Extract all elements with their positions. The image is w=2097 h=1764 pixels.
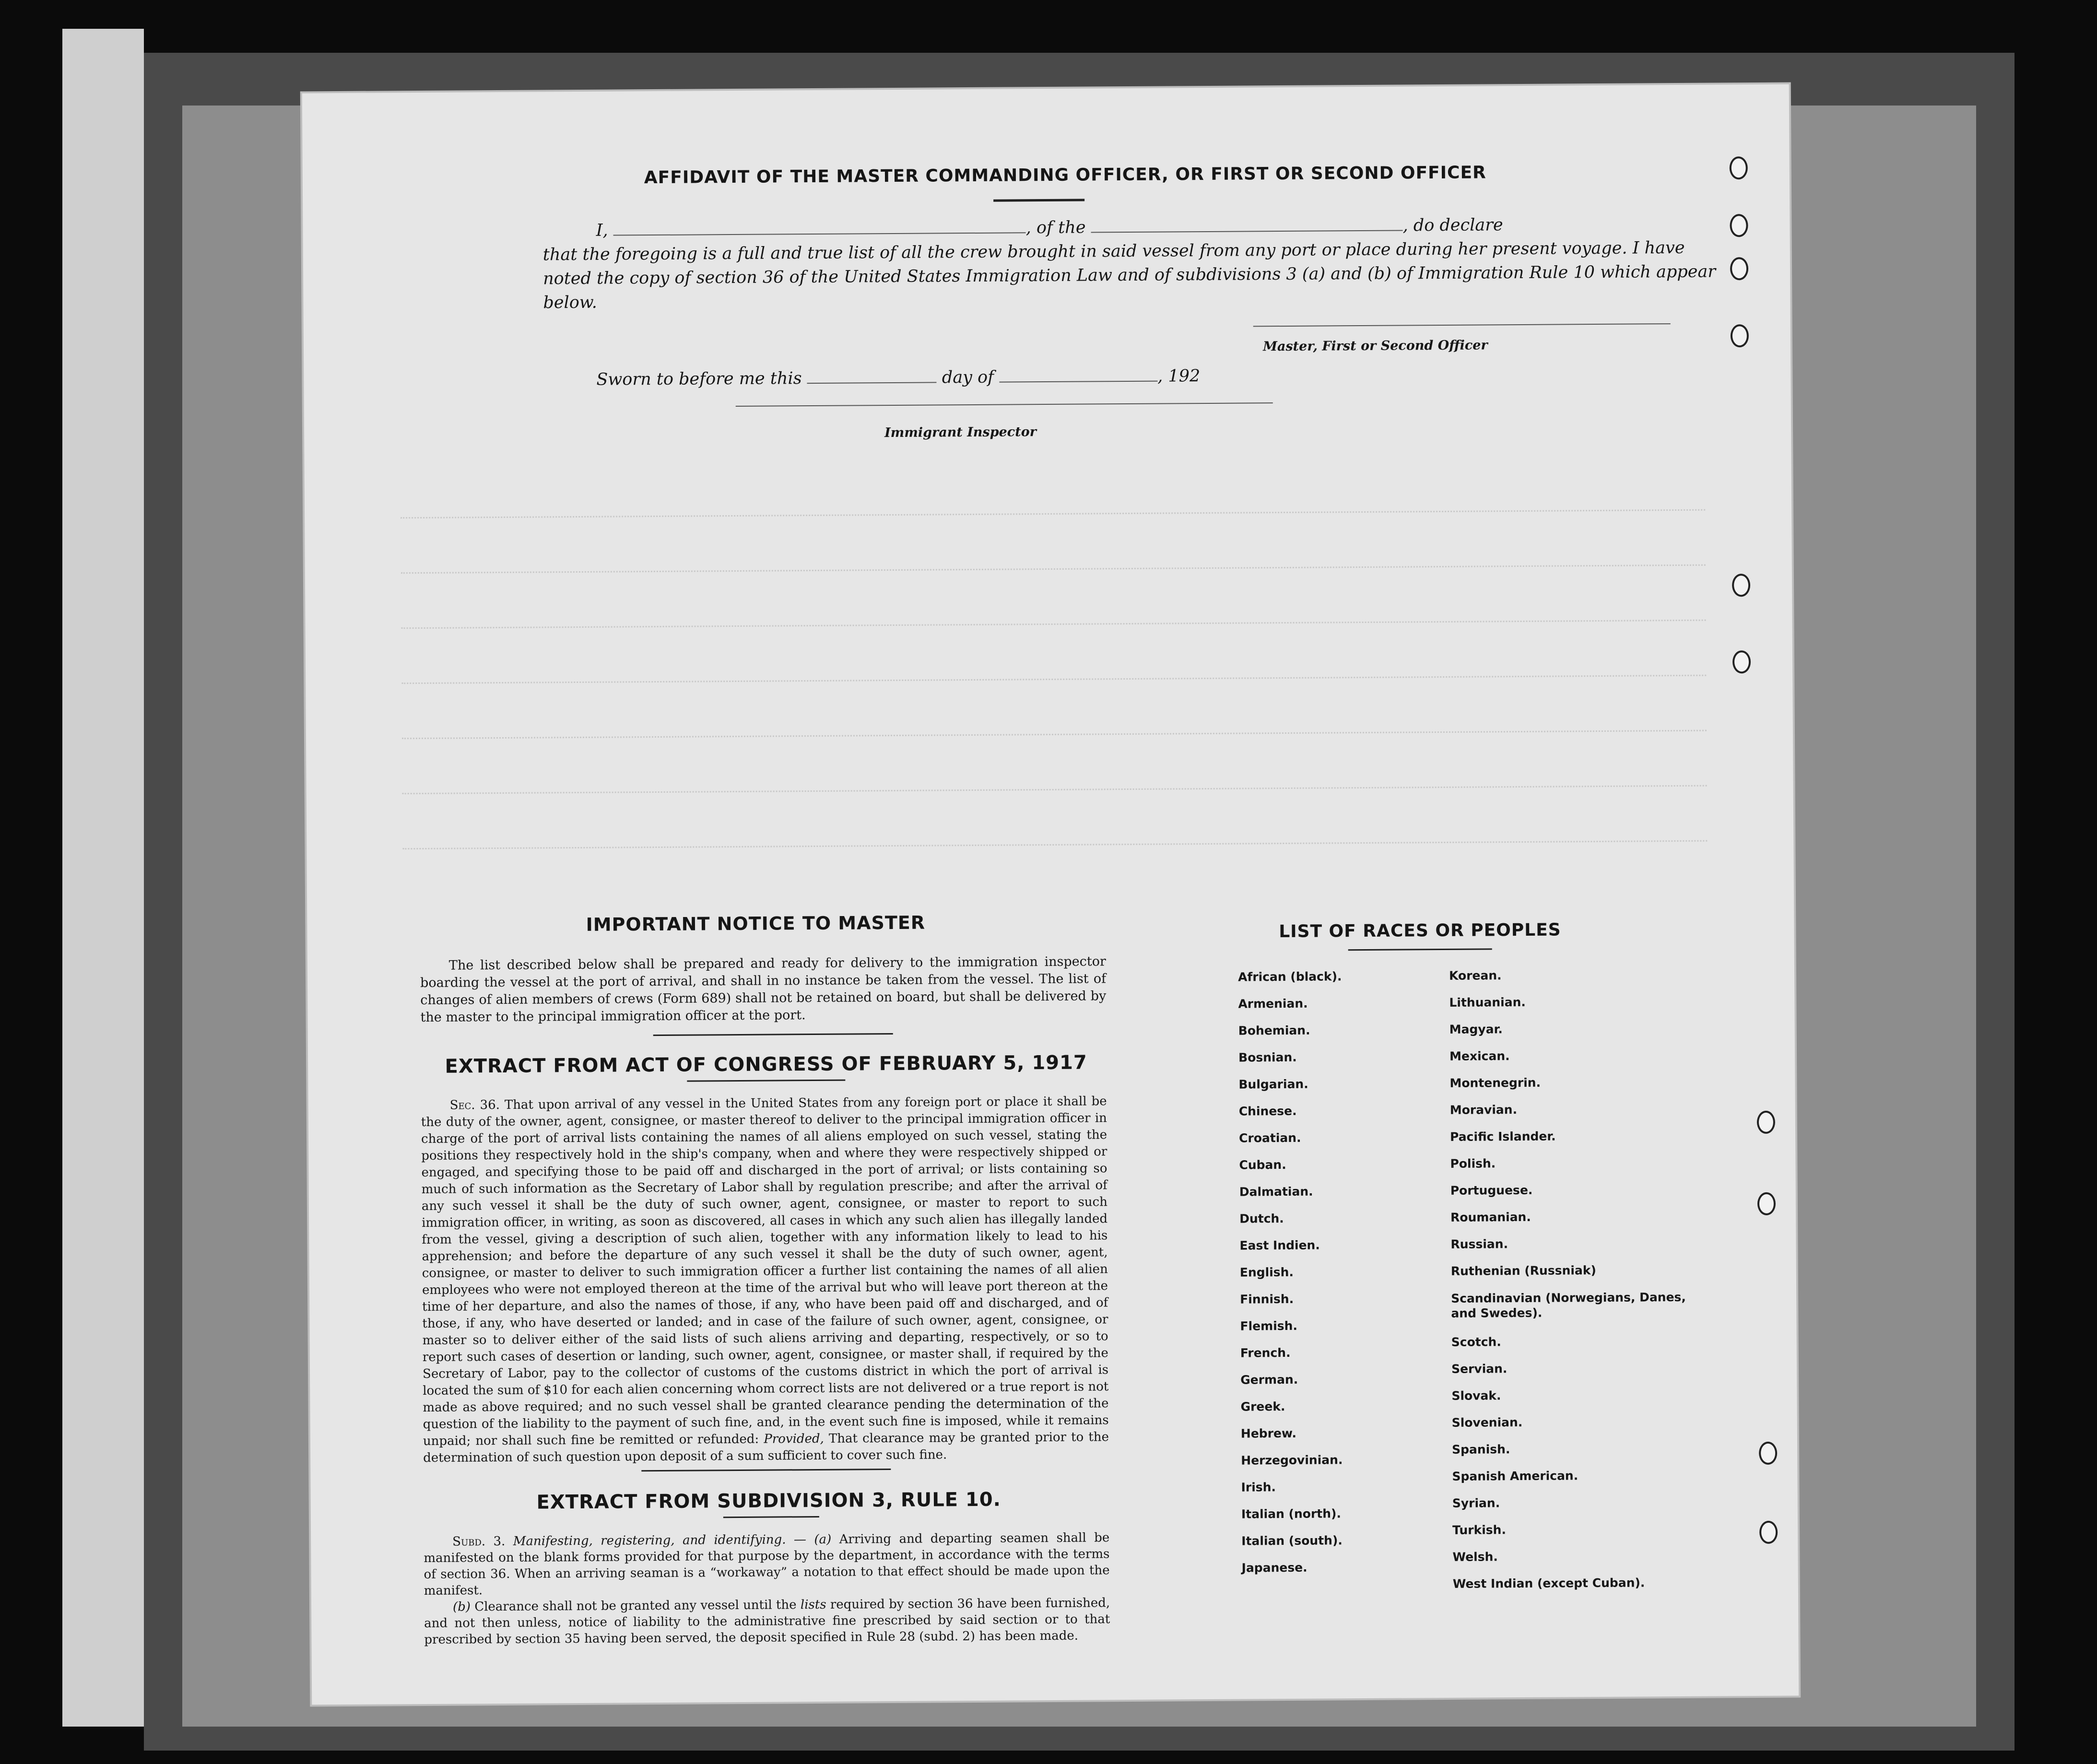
i-label: I,	[596, 221, 608, 240]
binder-hole-icon	[1732, 650, 1751, 673]
race-item: Mexican.	[1449, 1049, 1510, 1063]
sworn-month-field[interactable]	[999, 366, 1157, 383]
binder-hole-icon	[1757, 1192, 1776, 1215]
race-item: Welsh.	[1452, 1550, 1498, 1564]
race-item: Armenian.	[1238, 996, 1308, 1011]
race-item: Bulgarian.	[1238, 1077, 1308, 1092]
sworn-label: Sworn to before me this	[596, 369, 802, 389]
act-extract-title: EXTRACT FROM ACT OF CONGRESS OF FEBRUARY 5, 1917	[445, 1051, 1087, 1078]
clause-a-label: — (a)	[793, 1532, 832, 1547]
binder-hole-icon	[1730, 156, 1748, 179]
race-item: Ruthenian (Russniak)	[1450, 1263, 1596, 1278]
section-36-divider	[641, 1469, 891, 1471]
notice-title: IMPORTANT NOTICE TO MASTER	[586, 912, 926, 935]
subd-label: Subd. 3.	[452, 1534, 506, 1549]
race-item: Scotch.	[1451, 1335, 1501, 1349]
race-item: Roumanian.	[1450, 1210, 1531, 1224]
provided-label: Provided,	[764, 1431, 824, 1446]
race-item: East Indien.	[1239, 1238, 1320, 1253]
race-item: Spanish American.	[1452, 1469, 1579, 1483]
of-the-label: , of the	[1025, 218, 1086, 238]
clause-b-lists: lists	[800, 1597, 826, 1612]
bleed-through-row	[402, 730, 1707, 740]
race-item: West Indian (except Cuban).	[1452, 1576, 1645, 1591]
race-item: Japanese.	[1241, 1560, 1308, 1575]
race-item: Slovenian.	[1451, 1415, 1523, 1430]
affidavit-declaration: that the foregoing is a full and true list of all the crew brought in said vessel from any port or place during her present voyage. I have noted the copy of section 36 of the United States Immigration Law and of subdivisions 3 (a) and (b) of Immigration Rule 10 which appear below.	[542, 238, 1716, 313]
race-item: Herzegovinian.	[1241, 1453, 1343, 1468]
subdivision-3-text	[424, 1529, 1110, 1648]
year-prefix: , 192	[1157, 366, 1201, 386]
race-item: Korean.	[1449, 968, 1502, 983]
race-item: Irish.	[1241, 1480, 1276, 1494]
race-item: German.	[1240, 1372, 1298, 1387]
binder-hole-icon	[1731, 324, 1749, 347]
clause-b-text-2: required by section 36 have been furnished, and not then unless, notice of liability to the administrative fine prescribed by said section or to that prescribed by section 35 having been served, the deposit specified in Rule 28 (subd. 2) has been made.	[424, 1596, 1110, 1647]
race-item: Greek.	[1240, 1399, 1285, 1414]
race-item: Cuban.	[1239, 1158, 1286, 1172]
race-item: Russian.	[1450, 1237, 1508, 1251]
race-item: Flemish.	[1240, 1318, 1297, 1333]
race-item: Dalmatian.	[1239, 1184, 1313, 1199]
subd-heading: Manifesting, registering, and identifying.	[513, 1532, 786, 1549]
binder-hole-icon	[1730, 214, 1748, 237]
act-extract-divider	[687, 1080, 845, 1082]
race-item: Portuguese.	[1450, 1183, 1533, 1198]
section-36-body: That upon arrival of any vessel in the United States from any foreign port or place it shall be the duty of the owner, agent, consignee, or master thereof to deliver to the principal immigration officer in charge of the port of arrival lists containing the names of all aliens employed on such vessel, stating the positions they respectively hold in the ship's company, when and where they were respectively shipped or engaged, and specifying those to be paid off and discharged in the port of arrival; or lists containing so much of such information as the Secretary of Labor shall by regulation prescribe; and after the arrival of any such vessel it shall be the duty of such owner, agent, consignee, or master to report to such immigration officer, in writing, as soon as discovered, all cases in which any such alien has illegally landed from the vessel, giving a description of such alien, together with any information likely to lead to his apprehension; and before the departure of any such vessel it shall be the duty of such owner, agent, consignee, or master to deliver to such immigration officer a further list containing the names of all alien employees who were not employed thereon at the time of the arrival but who will leave port thereon at the time of her departure, and also the names of those, if any, who have been paid off and discharged, and of those, if any, who have deserted or landed; and in case of the failure of such owner, agent, consignee, or master so to deliver either of the said lists of such aliens arriving and departing, respectively, or so to report such cases of desertion or landing, such owner, agent, consignee, or master shall, if required by the Secretary of Labor, pay to the collector of customs of the customs district in which the port of arrival is located the sum of $10 for each alien concerning whom correct lists are not delivered or a true report is not made as above required; and no such vessel shall be granted clearance pending the determination of the question of the liability to the payment of such fine, and, in the event such fine is imposed, while it remains unpaid; nor shall such fine be remitted or refunded:	[421, 1094, 1109, 1449]
race-item: Servian.	[1451, 1362, 1508, 1376]
race-item: Moravian.	[1449, 1103, 1518, 1117]
race-item: French.	[1240, 1345, 1291, 1360]
document-page	[302, 84, 1799, 1705]
title-divider	[993, 199, 1084, 202]
race-item: Syrian.	[1452, 1496, 1500, 1510]
officer-name-field[interactable]	[613, 218, 1026, 235]
rule-extract-divider	[723, 1516, 819, 1518]
race-item: Spanish.	[1451, 1442, 1510, 1457]
day-of-label: day of	[942, 367, 994, 388]
bleed-through-row	[401, 564, 1706, 574]
race-item: Montenegrin.	[1449, 1075, 1541, 1090]
bleed-through-row	[402, 840, 1707, 850]
affidavit-title: AFFIDAVIT OF THE MASTER COMMANDING OFFICER, OR FIRST OR SECOND OFFICER	[644, 163, 1486, 188]
clause-b-label: (b)	[452, 1599, 471, 1614]
notice-divider	[653, 1033, 893, 1036]
backdrop-paper-strip	[62, 29, 144, 1727]
race-item: English.	[1239, 1265, 1294, 1280]
vessel-name-field[interactable]	[1091, 215, 1402, 233]
race-item: African (black).	[1237, 969, 1342, 984]
race-item: Bohemian.	[1238, 1023, 1310, 1038]
clause-a-text: Arriving and departing seamen shall be manifested on the blank forms provided for that purpose by the department, in accordance with the terms of section 36. When an arriving seaman is a “workaway” a notation to that effect should be made upon the manifest.	[424, 1530, 1110, 1599]
races-divider	[1348, 948, 1492, 951]
race-item: Chinese.	[1238, 1104, 1297, 1118]
race-item: Hebrew.	[1240, 1426, 1297, 1441]
inspector-signature-line[interactable]	[736, 401, 1273, 407]
bleed-through-row	[401, 675, 1706, 684]
races-title: LIST OF RACES OR PEOPLES	[1279, 920, 1561, 942]
bleed-through-row	[401, 509, 1705, 519]
inspector-caption: Immigrant Inspector	[884, 424, 1037, 441]
race-item: Polish.	[1450, 1156, 1496, 1171]
race-item: Pacific Islander.	[1450, 1129, 1556, 1144]
race-item: Dutch.	[1239, 1211, 1284, 1226]
race-item: Italian (north).	[1241, 1506, 1342, 1521]
bleed-through-row	[401, 620, 1706, 629]
section-36-text	[421, 1093, 1109, 1467]
binder-hole-icon	[1732, 574, 1750, 597]
sworn-line	[596, 366, 1200, 389]
rule-extract-title: EXTRACT FROM SUBDIVISION 3, RULE 10.	[536, 1488, 1001, 1514]
subdivision-b	[424, 1595, 1110, 1648]
race-item: Finnish.	[1240, 1292, 1294, 1306]
race-item: Croatian.	[1239, 1130, 1301, 1145]
binder-hole-icon	[1757, 1111, 1775, 1134]
subdivision-a	[424, 1529, 1110, 1599]
binder-hole-icon	[1759, 1442, 1777, 1465]
do-declare-label: , do declare	[1402, 215, 1503, 235]
race-item: Italian (south).	[1241, 1533, 1343, 1548]
affidavit-text	[542, 212, 1723, 315]
race-item: Bosnian.	[1238, 1050, 1297, 1065]
signature-caption: Master, First or Second Officer	[1262, 338, 1488, 354]
race-item: Slovak.	[1451, 1388, 1501, 1403]
clause-b-text-1: Clearance shall not be granted any vessel until the	[474, 1598, 797, 1614]
section-36-end: That clearance may be granted prior to the determination of such question upon deposit of a sum sufficient to cover such fine.	[423, 1430, 1109, 1466]
binder-hole-icon	[1759, 1521, 1778, 1544]
race-item: Scandinavian (Norwegians, Danes, and Swedes).	[1451, 1290, 1686, 1320]
race-item: Lithuanian.	[1449, 995, 1526, 1010]
notice-text: The list described below shall be prepared and ready for delivery to the immigration inspector boarding the vessel at the port of arrival, and shall in no instance be taken from the vessel. The list of changes of alien members of crews (Form 689) shall not be retained on board, but shall be delivered by the master to the principal immigration officer at the port.	[420, 954, 1107, 1025]
bleed-through-row	[402, 785, 1707, 795]
binder-hole-icon	[1730, 257, 1748, 280]
sworn-day-field[interactable]	[807, 367, 937, 384]
section-label: Sec. 36.	[449, 1098, 500, 1113]
race-item: Turkish.	[1452, 1523, 1507, 1537]
race-item: Magyar.	[1449, 1022, 1503, 1036]
officer-signature-line[interactable]	[1253, 322, 1671, 327]
